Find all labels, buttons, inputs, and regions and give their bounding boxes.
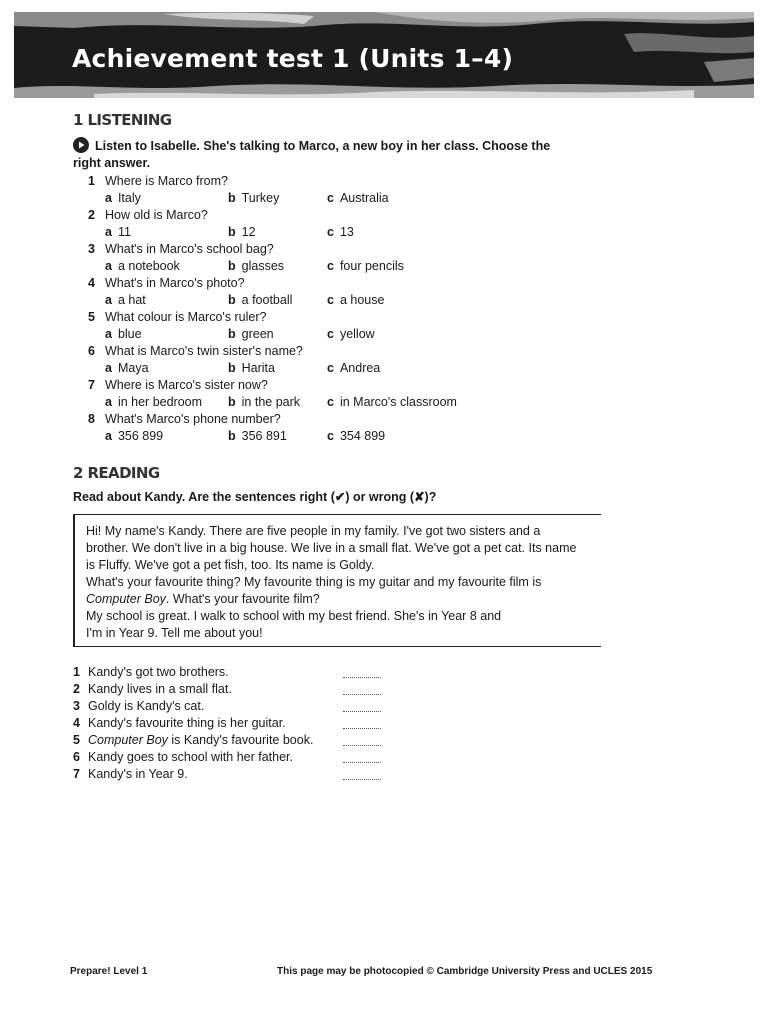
- option-c[interactable]: c 13: [327, 225, 354, 239]
- question-item: [88, 207, 568, 241]
- option-c[interactable]: c in Marco's classroom: [327, 395, 457, 409]
- option-a[interactable]: a a hat: [105, 293, 146, 307]
- question-item: [88, 173, 568, 207]
- answer-blank[interactable]: [343, 726, 381, 729]
- statement-row: 3 Goldy is Kandy's cat.: [73, 698, 393, 715]
- passage-line: Hi! My name's Kandy. There are five people in my family. I've got two sisters and a: [86, 524, 541, 538]
- statement-text: Kandy's got two brothers.: [88, 665, 229, 679]
- option-a[interactable]: a in her bedroom: [105, 395, 203, 409]
- question-text: What's in Marco's photo?: [105, 276, 245, 290]
- passage-line: is Fluffy. We've got a pet fish, too. Its name is Goldy.: [86, 558, 375, 572]
- question-item: [88, 241, 568, 275]
- statement-text: Kandy lives in a small flat.: [88, 682, 232, 696]
- question-item: [88, 377, 568, 411]
- statement-row: 7 Kandy's in Year 9.: [73, 766, 393, 783]
- question-text: How old is Marco?: [105, 208, 208, 222]
- question-text: What is Marco's twin sister's name?: [105, 344, 303, 358]
- question-item: [88, 411, 568, 445]
- audio-play-icon[interactable]: [73, 137, 89, 153]
- reading-heading: 2 READING: [73, 464, 160, 482]
- question-text: Where is Marco's sister now?: [105, 378, 268, 392]
- footer-level: Prepare! Level 1: [70, 966, 148, 977]
- question-number: 8: [88, 412, 95, 426]
- statement-row: 2 Kandy lives in a small flat.: [73, 681, 393, 698]
- option-c[interactable]: c yellow: [327, 327, 375, 341]
- passage-line: brother. We don't live in a big house. We live in a small flat. We've got a pet cat. Its name: [86, 541, 577, 555]
- answer-blank[interactable]: [343, 760, 381, 763]
- answer-blank[interactable]: [343, 709, 381, 712]
- option-c[interactable]: c Andrea: [327, 361, 381, 375]
- passage-line: Computer Boy. What's your favourite film?: [86, 592, 320, 606]
- option-b[interactable]: b a football: [228, 293, 293, 307]
- answer-blank[interactable]: [343, 743, 381, 746]
- option-a[interactable]: a 356 899: [105, 429, 164, 443]
- option-b[interactable]: b Harita: [228, 361, 275, 375]
- film-title: Computer Boy: [88, 733, 168, 747]
- option-b[interactable]: b 12: [228, 225, 256, 239]
- statement-row: 1 Kandy's got two brothers.: [73, 664, 393, 681]
- option-b[interactable]: b Turkey: [228, 191, 280, 205]
- answer-blank[interactable]: [343, 675, 381, 678]
- option-a[interactable]: a a notebook: [105, 259, 180, 273]
- statement-row: 4 Kandy's favourite thing is her guitar.: [73, 715, 393, 732]
- option-a[interactable]: a 11: [105, 225, 131, 239]
- statement-text: is Kandy's favourite book.: [167, 733, 314, 747]
- statement-text: Kandy's in Year 9.: [88, 767, 188, 781]
- statement-row: 6 Kandy goes to school with her father.: [73, 749, 393, 766]
- statement-row: 5 Computer Boy is Kandy's favourite book.: [73, 732, 393, 749]
- instruction-line-1: Listen to Isabelle. She's talking to Marco, a new boy in her class. Choose the: [95, 139, 551, 153]
- film-title: Computer Boy: [86, 592, 166, 606]
- instruction-line-2: right answer.: [73, 156, 151, 170]
- page-title: Achievement test 1 (Units 1–4): [72, 44, 514, 73]
- question-text: What's Marco's phone number?: [105, 412, 281, 426]
- question-number: 7: [88, 378, 95, 392]
- listening-questions: [88, 173, 568, 445]
- answer-blank[interactable]: [343, 777, 381, 780]
- option-a[interactable]: a blue: [105, 327, 142, 341]
- listening-heading: 1 LISTENING: [73, 111, 172, 129]
- answer-blank[interactable]: [343, 692, 381, 695]
- option-b[interactable]: b green: [228, 327, 274, 341]
- listening-instruction: [73, 137, 573, 172]
- question-number: 5: [88, 310, 95, 324]
- reading-passage: [73, 514, 601, 647]
- question-item: [88, 343, 568, 377]
- option-c[interactable]: c four pencils: [327, 259, 404, 273]
- passage-line: My school is great. I walk to school with my best friend. She's in Year 8 and: [86, 609, 502, 623]
- option-a[interactable]: a Maya: [105, 361, 149, 375]
- option-b[interactable]: b glasses: [228, 259, 285, 273]
- footer-copyright: This page may be photocopied © Cambridge University Press and UCLES 2015: [277, 966, 653, 977]
- passage-line: I'm in Year 9. Tell me about you!: [86, 626, 263, 640]
- option-b[interactable]: b in the park: [228, 395, 301, 409]
- title-banner: [14, 12, 754, 98]
- statement-text: Kandy's favourite thing is her guitar.: [88, 716, 286, 730]
- option-a[interactable]: a Italy: [105, 191, 141, 205]
- option-c[interactable]: c a house: [327, 293, 385, 307]
- question-number: 2: [88, 208, 95, 222]
- statement-text: Kandy goes to school with her father.: [88, 750, 293, 764]
- question-item: [88, 309, 568, 343]
- question-number: 3: [88, 242, 95, 256]
- reading-instruction: Read about Kandy. Are the sentences right (✔) or wrong (✘)?: [73, 490, 437, 504]
- question-number: 6: [88, 344, 95, 358]
- question-item: [88, 275, 568, 309]
- question-text: Where is Marco from?: [105, 174, 228, 188]
- option-c[interactable]: c Australia: [327, 191, 389, 205]
- question-text: What colour is Marco's ruler?: [105, 310, 267, 324]
- question-text: What's in Marco's school bag?: [105, 242, 274, 256]
- passage-line: What's your favourite thing? My favourite thing is my guitar and my favourite film is: [86, 575, 542, 589]
- statement-text: Goldy is Kandy's cat.: [88, 699, 205, 713]
- reading-statements: [73, 664, 393, 783]
- option-b[interactable]: b 356 891: [228, 429, 287, 443]
- option-c[interactable]: c 354 899: [327, 429, 386, 443]
- question-number: 1: [88, 174, 95, 188]
- question-number: 4: [88, 276, 95, 290]
